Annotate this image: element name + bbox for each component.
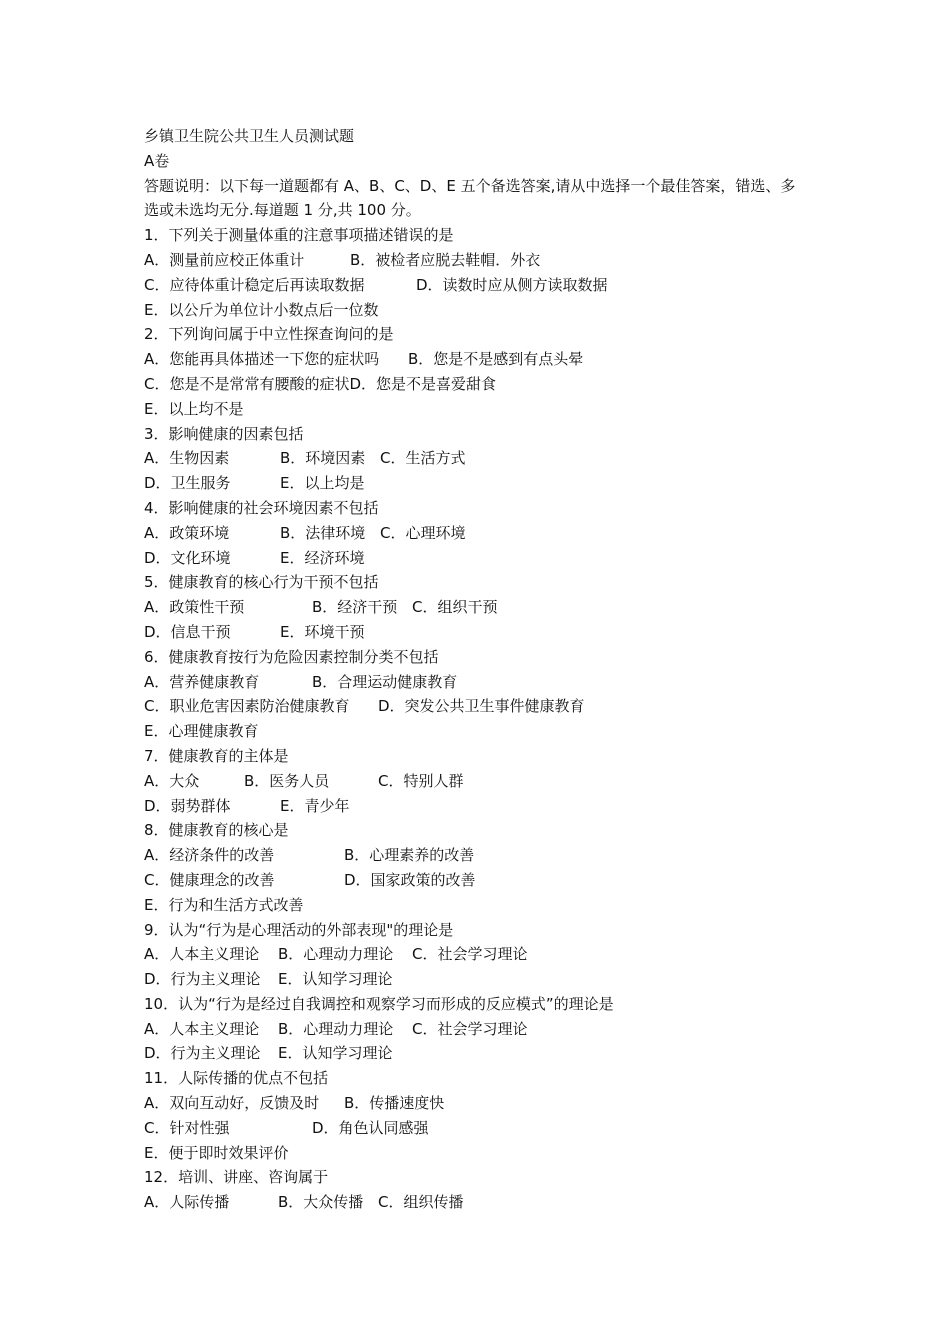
question-stem	[144, 1165, 810, 1190]
option-line	[144, 868, 810, 893]
answer-option: A．双向互动好，反馈及时	[144, 1094, 320, 1113]
answer-option: A．人本主义理论	[144, 945, 260, 964]
option-line	[144, 1141, 810, 1166]
answer-option: C．组织传播	[378, 1193, 464, 1212]
answer-option: C．心理环境	[380, 523, 466, 542]
answer-option: C．应待体重计稳定后再读取数据	[144, 275, 365, 294]
answer-option: A．测量前应校正体重计	[144, 250, 305, 269]
answer-option: C．生活方式	[380, 449, 466, 468]
answer-option: C．特别人群	[378, 771, 464, 790]
answer-option: B．环境因素	[280, 449, 366, 468]
answer-option: D．文化环境	[144, 548, 231, 567]
answer-option: E．环境干预	[280, 622, 365, 641]
answer-option: A．政策性干预	[144, 598, 245, 617]
question-text: 9．认为“行为是心理活动的外部表现"的理论是	[144, 920, 454, 939]
document-page	[144, 124, 810, 1215]
answer-option: D．角色认同感强	[312, 1118, 429, 1137]
answer-option: A．人本主义理论	[144, 1019, 260, 1038]
answer-option: B．合理运动健康教育	[312, 672, 458, 691]
answer-option: E．以公斤为单位计小数点后一位数	[144, 300, 379, 319]
answer-option: E．便于即时效果评价	[144, 1143, 289, 1162]
question-stem	[144, 496, 810, 521]
answer-option: B．大众传播	[278, 1193, 364, 1212]
answer-option: C．组织干预	[412, 598, 498, 617]
answer-option: B．心理动力理论	[278, 945, 394, 964]
answer-option: A．大众	[144, 771, 200, 790]
question-text: 5．健康教育的核心行为干预不包括	[144, 573, 379, 592]
answer-option: C．社会学习理论	[412, 945, 528, 964]
answer-option: D．弱势群体	[144, 796, 231, 815]
option-line	[144, 967, 810, 992]
option-line	[144, 794, 810, 819]
answer-option: E．认知学习理论	[278, 970, 393, 989]
answer-option: A．您能再具体描述一下您的症状吗	[144, 350, 380, 369]
answer-option: B．医务人员	[244, 771, 330, 790]
answer-option: D．读数时应从侧方读取数据	[416, 275, 608, 294]
option-line	[144, 347, 810, 372]
answer-option: A．营养健康教育	[144, 672, 260, 691]
option-line	[144, 471, 810, 496]
option-line	[144, 1091, 810, 1116]
answer-option: D．您是不是喜爱甜食	[349, 374, 497, 393]
answer-option: E．行为和生活方式改善	[144, 895, 304, 914]
answer-option: E．经济环境	[280, 548, 365, 567]
answer-option: B．法律环境	[280, 523, 366, 542]
question-stem	[144, 223, 810, 248]
option-line	[144, 769, 810, 794]
answer-option: E．心理健康教育	[144, 722, 259, 741]
answer-option: B．心理素养的改善	[344, 846, 475, 865]
answer-option: D．行为主义理论	[144, 970, 261, 989]
question-stem	[144, 818, 810, 843]
answer-option: E．青少年	[280, 796, 350, 815]
option-line	[144, 620, 810, 645]
question-stem	[144, 422, 810, 447]
answer-option: C．针对性强	[144, 1118, 230, 1137]
answer-option: A．人际传播	[144, 1193, 230, 1212]
question-stem	[144, 645, 810, 670]
question-text: 7．健康教育的主体是	[144, 746, 289, 765]
option-line	[144, 521, 810, 546]
answer-option: C．职业危害因素防治健康教育	[144, 697, 350, 716]
answer-option: D．卫生服务	[144, 474, 231, 493]
option-line	[144, 719, 810, 744]
option-line	[144, 942, 810, 967]
question-text: 11．人际传播的优点不包括	[144, 1069, 329, 1088]
question-stem	[144, 744, 810, 769]
question-stem	[144, 322, 810, 347]
answer-option: C．健康理念的改善	[144, 870, 275, 889]
document-title: 乡镇卫生院公共卫生人员测试题	[144, 127, 355, 145]
answer-option: D．突发公共卫生事件健康教育	[378, 697, 585, 716]
option-line	[144, 446, 810, 471]
option-line	[144, 1190, 810, 1215]
answer-option: A．生物因素	[144, 449, 230, 468]
option-line	[144, 893, 810, 918]
answer-option: A．经济条件的改善	[144, 846, 275, 865]
question-text: 8．健康教育的核心是	[144, 821, 289, 840]
answer-option: A．政策环境	[144, 523, 230, 542]
answer-option: E．以上均不是	[144, 399, 244, 418]
answer-option: D．国家政策的改善	[344, 870, 476, 889]
instructions-paragraph: 答题说明：以下每一道题都有 A、B、C、D、E 五个备选答案,请从中选择一个最佳答案，错选、多选或未选均无分.每道题 1 分,共 100 分。	[144, 176, 796, 220]
option-line	[144, 372, 810, 397]
option-line	[144, 1116, 810, 1141]
option-line	[144, 248, 810, 273]
answer-option: B．被检者应脱去鞋帽．外衣	[350, 250, 541, 269]
option-line	[144, 595, 810, 620]
answer-option: D．信息干预	[144, 622, 231, 641]
question-text: 1．下列关于测量体重的注意事项描述错误的是	[144, 226, 454, 245]
answer-option: C．您是不是常常有腰酸的症状	[144, 374, 350, 393]
answer-option: E．认知学习理论	[278, 1044, 393, 1063]
option-line	[144, 670, 810, 695]
question-text: 4．影响健康的社会环境因素不包括	[144, 498, 379, 517]
answer-option: B．您是不是感到有点头晕	[408, 350, 584, 369]
question-text: 10．认为“行为是经过自我调控和观察学习而形成的反应模式”的理论是	[144, 994, 614, 1013]
option-line	[144, 843, 810, 868]
option-line	[144, 546, 810, 571]
answer-option: B．经济干预	[312, 598, 398, 617]
option-line	[144, 273, 810, 298]
question-text: 3．影响健康的因素包括	[144, 424, 304, 443]
answer-option: B．传播速度快	[344, 1094, 445, 1113]
question-stem	[144, 918, 810, 943]
question-text: 2．下列询问属于中立性探查询问的是	[144, 325, 394, 344]
question-stem	[144, 570, 810, 595]
answer-option: B．心理动力理论	[278, 1019, 394, 1038]
option-line	[144, 397, 810, 422]
option-line	[144, 1041, 810, 1066]
question-text: 12．培训、讲座、咨询属于	[144, 1168, 329, 1187]
section-label: A卷	[144, 151, 170, 170]
question-text: 6．健康教育按行为危险因素控制分类不包括	[144, 647, 439, 666]
answer-option: D．行为主义理论	[144, 1044, 261, 1063]
option-line	[144, 694, 810, 719]
question-stem	[144, 1066, 810, 1091]
answer-option: C．社会学习理论	[412, 1019, 528, 1038]
option-line	[144, 298, 810, 323]
question-list	[144, 223, 810, 1215]
question-stem	[144, 992, 810, 1017]
option-line	[144, 1017, 810, 1042]
answer-option: E．以上均是	[280, 474, 365, 493]
